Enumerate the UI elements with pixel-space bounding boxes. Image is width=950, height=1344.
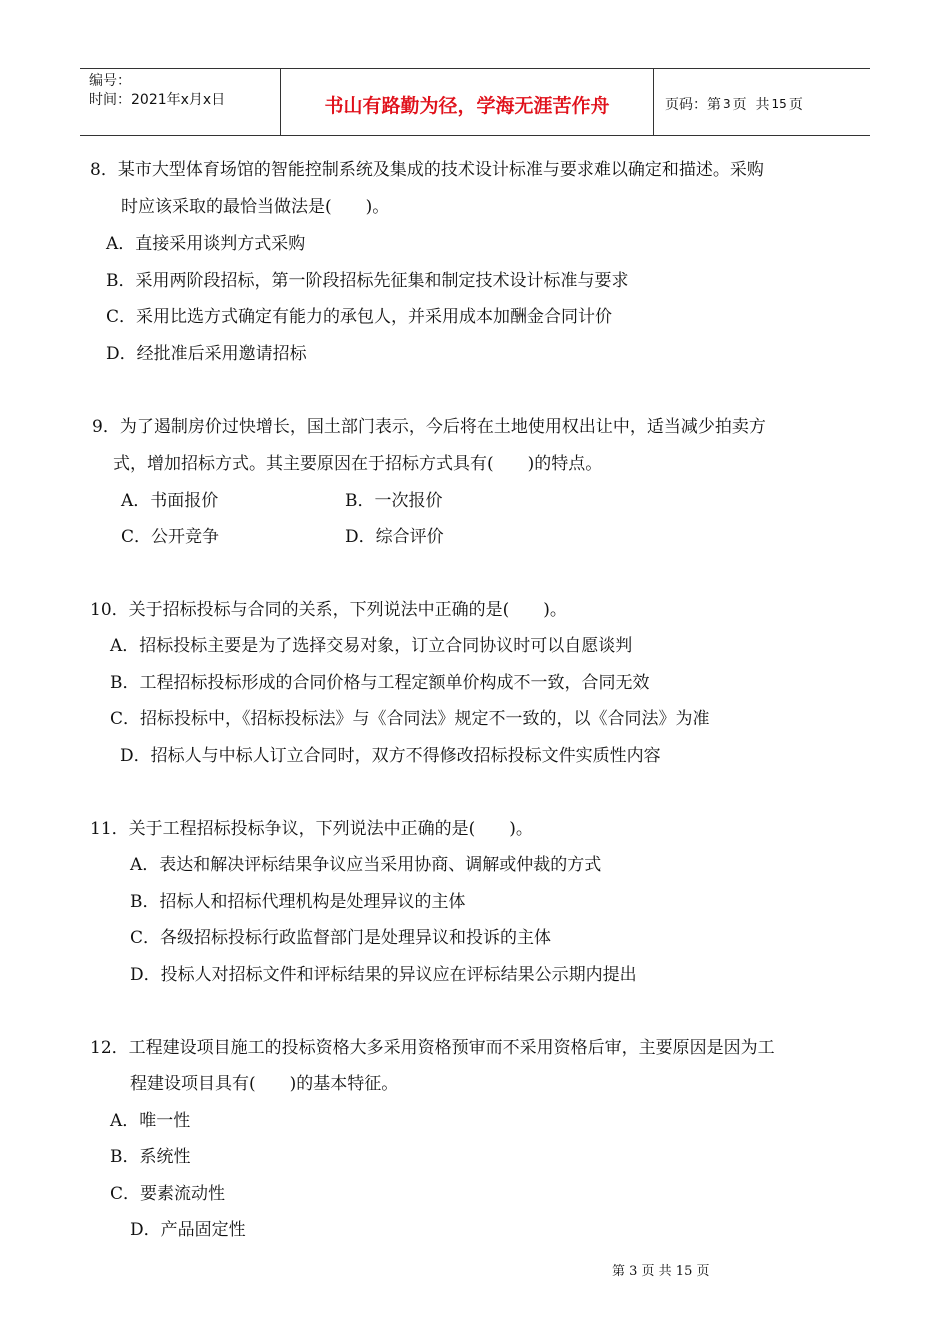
q9-option-c: C．公开竞争 [121,527,220,547]
header-page-info [654,69,870,135]
q12-option-b: B．系统性 [110,1147,191,1167]
q9-stem-line2: 式，增加招标方式。其主要原因在于招标方式具有( )的特点。 [113,454,603,474]
header-motto: 书山有路勤为径，学海无涯苦作舟 [281,69,654,135]
q12-option-a: A．唯一性 [110,1111,191,1131]
date-label: 时间：2021年x月x日 [89,92,226,108]
q8-option-b: B．采用两阶段招标，第一阶段招标先征集和制定技术设计标准与要求 [106,271,629,291]
q12-stem-line1: 12．工程建设项目施工的投标资格大多采用资格预审而不采用资格后审，主要原因是因为工 [90,1038,775,1058]
q8-option-c: C．采用比选方式确定有能力的承包人，并采用成本加酬金合同计价 [106,307,613,327]
q11-option-b: B．招标人和招标代理机构是处理异议的主体 [130,892,466,912]
q12-option-c: C．要素流动性 [110,1184,226,1204]
header-meta [80,69,281,135]
page-prefix: 页码：第 [665,97,721,113]
q10-option-c: C．招标投标中，《招标投标法》与《合同法》规定不一致的，以《合同法》为准 [110,709,710,729]
page-number: 3 [723,97,731,111]
q8-stem-line2: 时应该采取的最恰当做法是( )。 [121,197,390,217]
page-header [80,68,870,136]
q10-option-b: B．工程招标投标形成的合同价格与工程定额单价构成不一致，合同无效 [110,673,650,693]
q12-stem-line2: 程建设项目具有( )的基本特征。 [130,1074,399,1094]
page-suffix: 页 [788,97,803,113]
q11-option-d: D．投标人对招标文件和评标结果的异议应在评标结果公示期内提出 [130,965,637,985]
q11-option-a: A．表达和解决评标结果争议应当采用协商、调解或仲裁的方式 [130,855,602,875]
q10-option-a: A．招标投标主要是为了选择交易对象，订立合同协议时可以自愿谈判 [110,636,633,656]
q11-option-c: C．各级招标投标行政监督部门是处理异议和投诉的主体 [130,928,552,948]
q8-stem-line1: 8．某市大型体育场馆的智能控制系统及集成的技术设计标准与要求难以确定和描述。采购 [90,160,764,180]
q10-option-d: D．招标人与中标人订立合同时，双方不得修改招标投标文件实质性内容 [120,746,661,766]
q9-option-a: A．书面报价 [121,491,219,511]
q8-option-d: D．经批准后采用邀请招标 [106,344,307,364]
q8-option-a: A．直接采用谈判方式采购 [106,234,306,254]
q11-stem: 11．关于工程招标投标争议，下列说法中正确的是( )。 [90,819,533,839]
page-footer: 第 3 页 共 15 页 [612,1264,710,1279]
q12-option-d: D．产品固定性 [130,1220,246,1240]
q10-stem: 10．关于招标投标与合同的关系，下列说法中正确的是( )。 [90,600,567,620]
number-label: 编号： [89,73,131,89]
page-mid: 页 共 [732,97,770,113]
q9-option-b: B．一次报价 [345,491,443,511]
q9-stem-line1: 9．为了遏制房价过快增长，国土部门表示，今后将在土地使用权出让中，适当减少拍卖方 [92,417,766,437]
page-total: 15 [771,97,787,111]
q9-option-d: D．综合评价 [345,527,444,547]
